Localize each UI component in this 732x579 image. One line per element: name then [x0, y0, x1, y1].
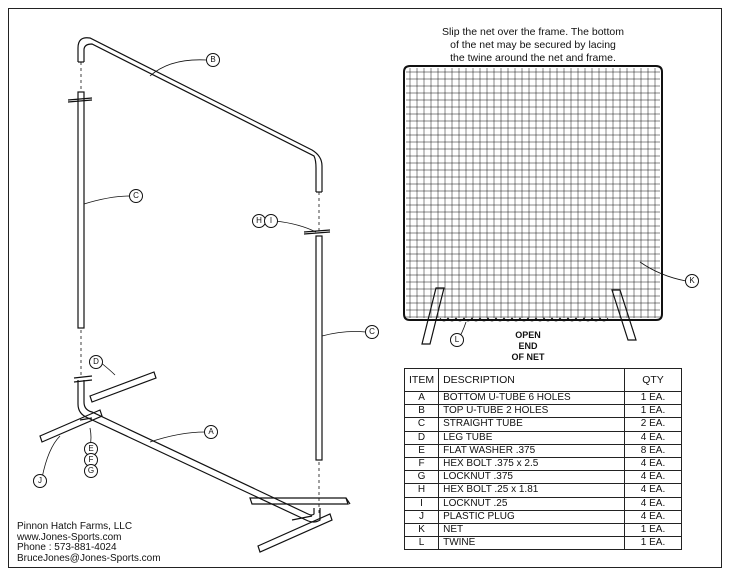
instructions-line: Slip the net over the frame. The bottom	[442, 26, 624, 38]
header-qty: QTY	[625, 369, 682, 392]
table-row	[405, 392, 682, 405]
callout-i: I	[264, 214, 278, 228]
row-qty: 8 EA.	[625, 444, 682, 457]
parts-table	[404, 368, 682, 550]
row-item: I	[405, 497, 439, 510]
table-row	[405, 510, 682, 523]
callout-b: B	[206, 53, 220, 67]
instructions-text	[428, 26, 638, 65]
row-item: F	[405, 457, 439, 470]
bottom-u-tube	[78, 380, 320, 522]
callout-c-right: C	[365, 325, 379, 339]
row-description: HEX BOLT .25 x 1.81	[439, 484, 625, 497]
row-description: LOCKNUT .25	[439, 497, 625, 510]
email-text: BruceJones@Jones-Sports.com	[17, 552, 161, 564]
instructions-line: of the net may be secured by lacing	[450, 39, 616, 51]
row-qty: 4 EA.	[625, 431, 682, 444]
row-description: LOCKNUT .375	[439, 471, 625, 484]
instructions-line: the twine around the net and frame.	[450, 52, 616, 64]
row-qty: 4 EA.	[625, 484, 682, 497]
callout-j: J	[33, 474, 47, 488]
parts-table-header	[405, 369, 682, 392]
top-u-tube	[78, 38, 322, 192]
row-item: H	[405, 484, 439, 497]
company-name: Pinnon Hatch Farms, LLC	[17, 521, 133, 532]
open-end-line: OF NET	[511, 352, 545, 362]
row-qty: 4 EA.	[625, 497, 682, 510]
header-description: DESCRIPTION	[439, 369, 625, 392]
row-item: E	[405, 444, 439, 457]
row-qty: 1 EA.	[625, 523, 682, 536]
callout-g: G	[84, 464, 98, 478]
table-row	[405, 418, 682, 431]
website-text: www.Jones-Sports.com	[17, 531, 122, 543]
open-end-line: OPEN	[515, 330, 541, 340]
row-item: A	[405, 392, 439, 405]
row-description: BOTTOM U-TUBE 6 HOLES	[439, 392, 625, 405]
table-row	[405, 471, 682, 484]
row-item: D	[405, 431, 439, 444]
row-description: HEX BOLT .375 x 2.5	[439, 457, 625, 470]
header-item: ITEM	[405, 369, 439, 392]
right-straight-tube	[304, 230, 330, 460]
callout-e: E	[84, 442, 98, 456]
row-description: NET	[439, 523, 625, 536]
row-description: PLASTIC PLUG	[439, 510, 625, 523]
callout-f: F	[84, 453, 98, 467]
row-description: TWINE	[439, 537, 625, 550]
table-row	[405, 457, 682, 470]
open-end-label	[498, 330, 558, 363]
callout-k: K	[685, 274, 699, 288]
row-description: STRAIGHT TUBE	[439, 418, 625, 431]
alignment-lines	[81, 62, 319, 515]
row-description: FLAT WASHER .375	[439, 444, 625, 457]
table-row	[405, 405, 682, 418]
row-item: K	[405, 523, 439, 536]
net-panel	[404, 66, 662, 344]
left-straight-tube	[68, 92, 92, 328]
row-item: B	[405, 405, 439, 418]
row-item: J	[405, 510, 439, 523]
table-row	[405, 537, 682, 550]
row-qty: 2 EA.	[625, 418, 682, 431]
row-qty: 4 EA.	[625, 510, 682, 523]
row-qty: 1 EA.	[625, 405, 682, 418]
table-row	[405, 523, 682, 536]
callout-a: A	[204, 425, 218, 439]
table-row	[405, 484, 682, 497]
callout-d: D	[89, 355, 103, 369]
row-qty: 1 EA.	[625, 392, 682, 405]
phone-text: Phone : 573-881-4024	[17, 542, 117, 553]
row-qty: 1 EA.	[625, 537, 682, 550]
callout-l: L	[450, 333, 464, 347]
table-row	[405, 497, 682, 510]
table-row	[405, 431, 682, 444]
row-description: LEG TUBE	[439, 431, 625, 444]
contact-info	[17, 522, 161, 564]
row-item: L	[405, 537, 439, 550]
row-description: TOP U-TUBE 2 HOLES	[439, 405, 625, 418]
row-qty: 4 EA.	[625, 471, 682, 484]
callout-h: H	[252, 214, 266, 228]
callout-c-left: C	[129, 189, 143, 203]
row-item: C	[405, 418, 439, 431]
table-row	[405, 444, 682, 457]
row-qty: 4 EA.	[625, 457, 682, 470]
row-item: G	[405, 471, 439, 484]
open-end-line: END	[518, 341, 538, 351]
